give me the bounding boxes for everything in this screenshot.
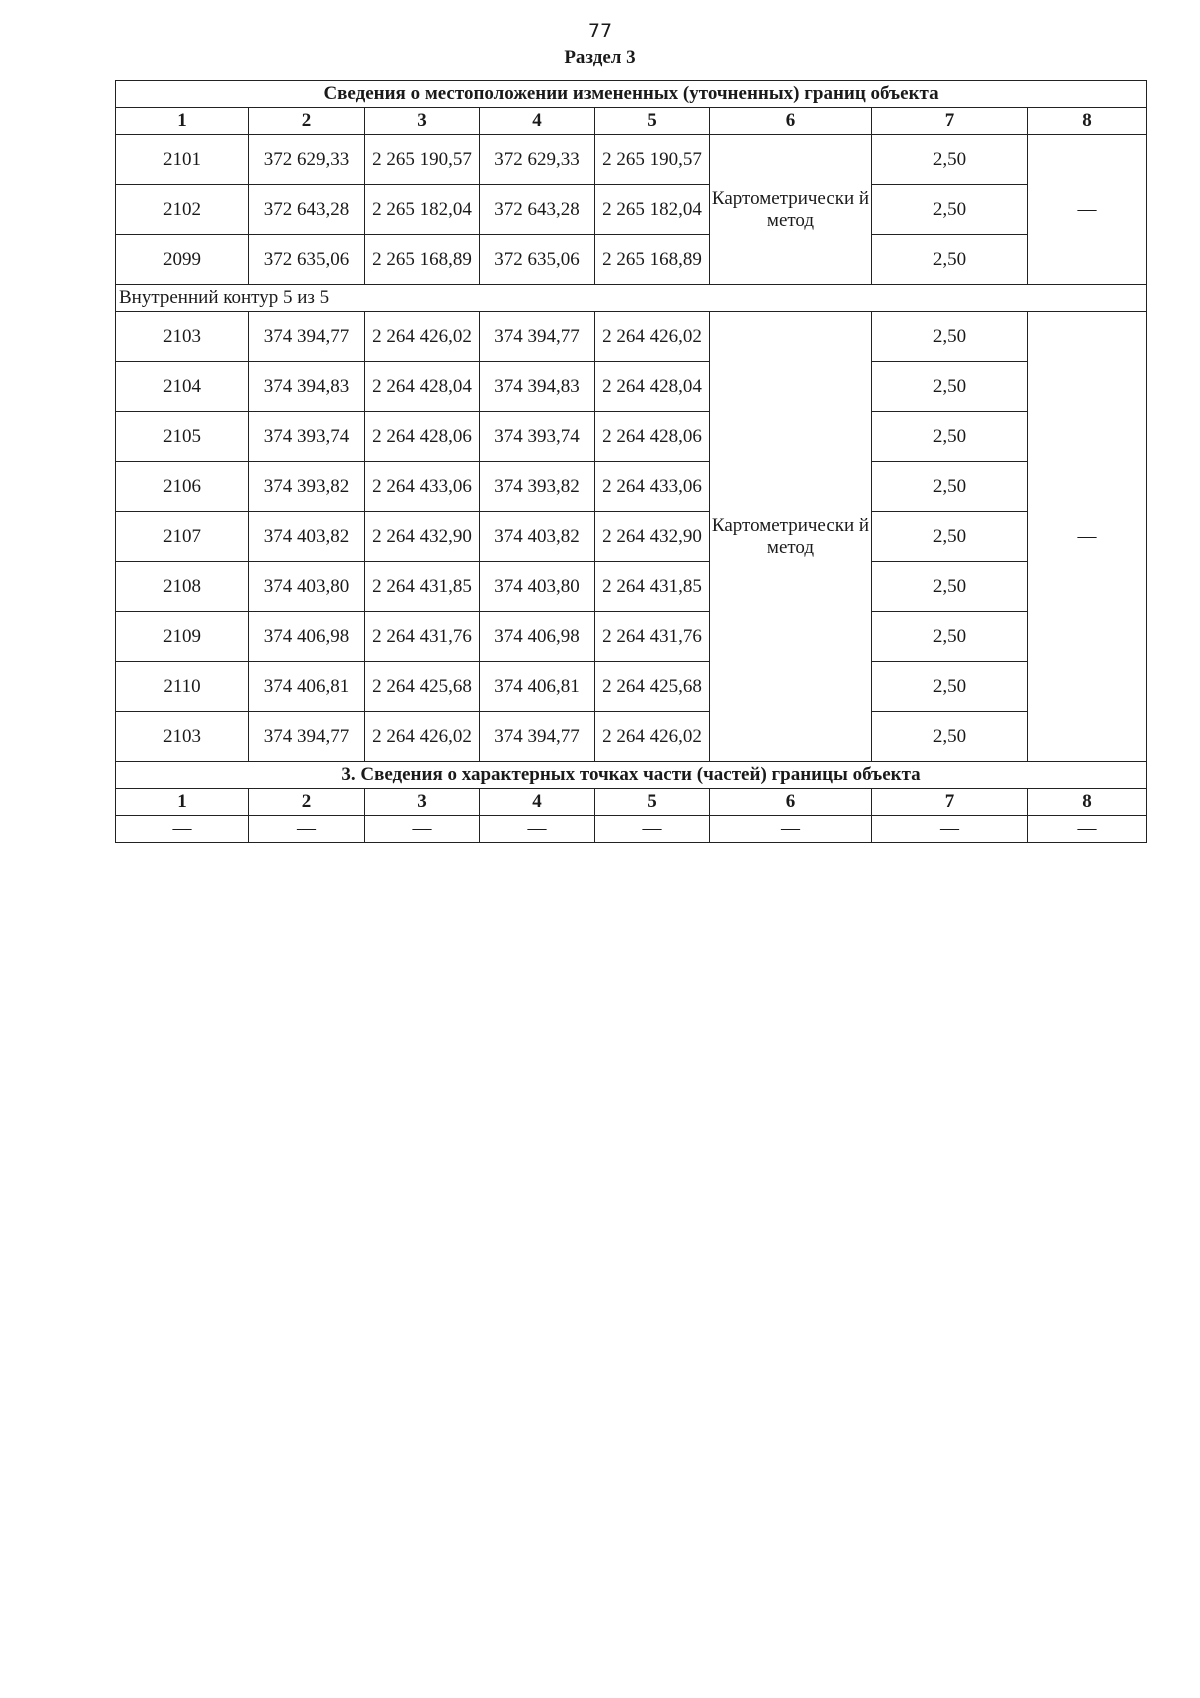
y-coordinate-cell: 2 265 168,89 bbox=[365, 235, 480, 285]
header-cell: 5 bbox=[595, 108, 710, 135]
method-cell: Картометрически й метод bbox=[710, 312, 872, 762]
accuracy-cell: 2,50 bbox=[872, 562, 1028, 612]
header-cell: 6 bbox=[710, 789, 872, 816]
y-coordinate-cell: 2 264 428,06 bbox=[365, 412, 480, 462]
y-coordinate-cell: 2 265 190,57 bbox=[365, 135, 480, 185]
boundary-table bbox=[115, 80, 1147, 843]
y-coordinate-cell: 2 265 182,04 bbox=[365, 185, 480, 235]
accuracy-cell: 2,50 bbox=[872, 712, 1028, 762]
section-title: Раздел 3 bbox=[564, 47, 636, 68]
table-row bbox=[116, 816, 1147, 843]
y-coordinate-cell: 2 264 431,76 bbox=[365, 612, 480, 662]
x-coordinate-cell: 374 406,81 bbox=[249, 662, 365, 712]
y-coordinate-cell: 2 264 432,90 bbox=[595, 512, 710, 562]
x-coordinate-cell: 374 394,77 bbox=[480, 712, 595, 762]
header-cell: 3 bbox=[365, 789, 480, 816]
point-number-cell: 2103 bbox=[116, 312, 249, 362]
x-coordinate-cell: 372 629,33 bbox=[249, 135, 365, 185]
empty-cell: — bbox=[595, 816, 710, 843]
x-coordinate-cell: 372 635,06 bbox=[480, 235, 595, 285]
y-coordinate-cell: 2 264 431,76 bbox=[595, 612, 710, 662]
x-coordinate-cell: 374 394,77 bbox=[480, 312, 595, 362]
table-row bbox=[116, 462, 1147, 512]
y-coordinate-cell: 2 264 426,02 bbox=[365, 312, 480, 362]
header-cell: 2 bbox=[249, 789, 365, 816]
point-number-cell: 2101 bbox=[116, 135, 249, 185]
empty-cell: — bbox=[872, 816, 1028, 843]
empty-cell: — bbox=[1028, 816, 1147, 843]
x-coordinate-cell: 372 635,06 bbox=[249, 235, 365, 285]
x-coordinate-cell: 372 643,28 bbox=[480, 185, 595, 235]
point-number-cell: 2107 bbox=[116, 512, 249, 562]
point-number-cell: 2109 bbox=[116, 612, 249, 662]
contour-label: Внутренний контур 5 из 5 bbox=[116, 285, 1147, 312]
y-coordinate-cell: 2 264 431,85 bbox=[365, 562, 480, 612]
y-coordinate-cell: 2 264 433,06 bbox=[595, 462, 710, 512]
x-coordinate-cell: 374 394,77 bbox=[249, 312, 365, 362]
y-coordinate-cell: 2 264 431,85 bbox=[595, 562, 710, 612]
header-cell: 1 bbox=[116, 108, 249, 135]
y-coordinate-cell: 2 264 428,04 bbox=[595, 362, 710, 412]
method-cell: Картометрически й метод bbox=[710, 135, 872, 285]
accuracy-cell: 2,50 bbox=[872, 512, 1028, 562]
header-cell: 5 bbox=[595, 789, 710, 816]
header-cell: 4 bbox=[480, 789, 595, 816]
empty-cell: — bbox=[116, 816, 249, 843]
x-coordinate-cell: 374 403,82 bbox=[249, 512, 365, 562]
point-number-cell: 2103 bbox=[116, 712, 249, 762]
x-coordinate-cell: 374 394,83 bbox=[249, 362, 365, 412]
accuracy-cell: 2,50 bbox=[872, 185, 1028, 235]
y-coordinate-cell: 2 264 426,02 bbox=[595, 312, 710, 362]
point-number-cell: 2108 bbox=[116, 562, 249, 612]
x-coordinate-cell: 374 406,81 bbox=[480, 662, 595, 712]
y-coordinate-cell: 2 264 428,04 bbox=[365, 362, 480, 412]
x-coordinate-cell: 374 406,98 bbox=[249, 612, 365, 662]
header-cell: 7 bbox=[872, 789, 1028, 816]
point-number-cell: 2110 bbox=[116, 662, 249, 712]
x-coordinate-cell: 374 393,74 bbox=[249, 412, 365, 462]
x-coordinate-cell: 374 393,74 bbox=[480, 412, 595, 462]
empty-cell: — bbox=[249, 816, 365, 843]
accuracy-cell: 2,50 bbox=[872, 235, 1028, 285]
point-number-cell: 2105 bbox=[116, 412, 249, 462]
x-coordinate-cell: 374 394,83 bbox=[480, 362, 595, 412]
empty-cell: — bbox=[710, 816, 872, 843]
table-row bbox=[116, 512, 1147, 562]
accuracy-cell: 2,50 bbox=[872, 412, 1028, 462]
table-row bbox=[116, 662, 1147, 712]
y-coordinate-cell: 2 264 426,02 bbox=[365, 712, 480, 762]
accuracy-cell: 2,50 bbox=[872, 462, 1028, 512]
header-cell: 8 bbox=[1028, 108, 1147, 135]
y-coordinate-cell: 2 264 425,68 bbox=[595, 662, 710, 712]
point-number-cell: 2102 bbox=[116, 185, 249, 235]
empty-cell: — bbox=[480, 816, 595, 843]
x-coordinate-cell: 374 393,82 bbox=[480, 462, 595, 512]
y-coordinate-cell: 2 264 433,06 bbox=[365, 462, 480, 512]
description-cell: — bbox=[1028, 312, 1147, 762]
x-coordinate-cell: 372 643,28 bbox=[249, 185, 365, 235]
table-row bbox=[116, 562, 1147, 612]
header-cell: 4 bbox=[480, 108, 595, 135]
table-row bbox=[116, 185, 1147, 235]
x-coordinate-cell: 372 629,33 bbox=[480, 135, 595, 185]
header-cell: 3 bbox=[365, 108, 480, 135]
table-row bbox=[116, 362, 1147, 412]
empty-cell: — bbox=[365, 816, 480, 843]
x-coordinate-cell: 374 393,82 bbox=[249, 462, 365, 512]
header-cell: 2 bbox=[249, 108, 365, 135]
header-row bbox=[116, 789, 1147, 816]
y-coordinate-cell: 2 265 190,57 bbox=[595, 135, 710, 185]
table-row bbox=[116, 235, 1147, 285]
x-coordinate-cell: 374 403,82 bbox=[480, 512, 595, 562]
header-row bbox=[116, 108, 1147, 135]
table-row bbox=[116, 135, 1147, 185]
accuracy-cell: 2,50 bbox=[872, 362, 1028, 412]
page-number: 77 bbox=[587, 20, 613, 42]
y-coordinate-cell: 2 265 182,04 bbox=[595, 185, 710, 235]
accuracy-cell: 2,50 bbox=[872, 612, 1028, 662]
accuracy-cell: 2,50 bbox=[872, 662, 1028, 712]
header-cell: 7 bbox=[872, 108, 1028, 135]
accuracy-cell: 2,50 bbox=[872, 312, 1028, 362]
point-number-cell: 2104 bbox=[116, 362, 249, 412]
section-3-caption: 3. Сведения о характерных точках части (частей) границы объекта bbox=[116, 762, 1147, 789]
table-row bbox=[116, 312, 1147, 362]
table-row bbox=[116, 712, 1147, 762]
x-coordinate-cell: 374 406,98 bbox=[480, 612, 595, 662]
y-coordinate-cell: 2 264 428,06 bbox=[595, 412, 710, 462]
table-row bbox=[116, 412, 1147, 462]
point-number-cell: 2106 bbox=[116, 462, 249, 512]
point-number-cell: 2099 bbox=[116, 235, 249, 285]
x-coordinate-cell: 374 403,80 bbox=[249, 562, 365, 612]
header-cell: 1 bbox=[116, 789, 249, 816]
y-coordinate-cell: 2 265 168,89 bbox=[595, 235, 710, 285]
x-coordinate-cell: 374 394,77 bbox=[249, 712, 365, 762]
x-coordinate-cell: 374 403,80 bbox=[480, 562, 595, 612]
table-row bbox=[116, 612, 1147, 662]
header-cell: 8 bbox=[1028, 789, 1147, 816]
header-cell: 6 bbox=[710, 108, 872, 135]
description-cell: — bbox=[1028, 135, 1147, 285]
table-caption: Сведения о местоположении измененных (уточненных) границ объекта bbox=[116, 81, 1147, 108]
y-coordinate-cell: 2 264 432,90 bbox=[365, 512, 480, 562]
accuracy-cell: 2,50 bbox=[872, 135, 1028, 185]
y-coordinate-cell: 2 264 425,68 bbox=[365, 662, 480, 712]
y-coordinate-cell: 2 264 426,02 bbox=[595, 712, 710, 762]
